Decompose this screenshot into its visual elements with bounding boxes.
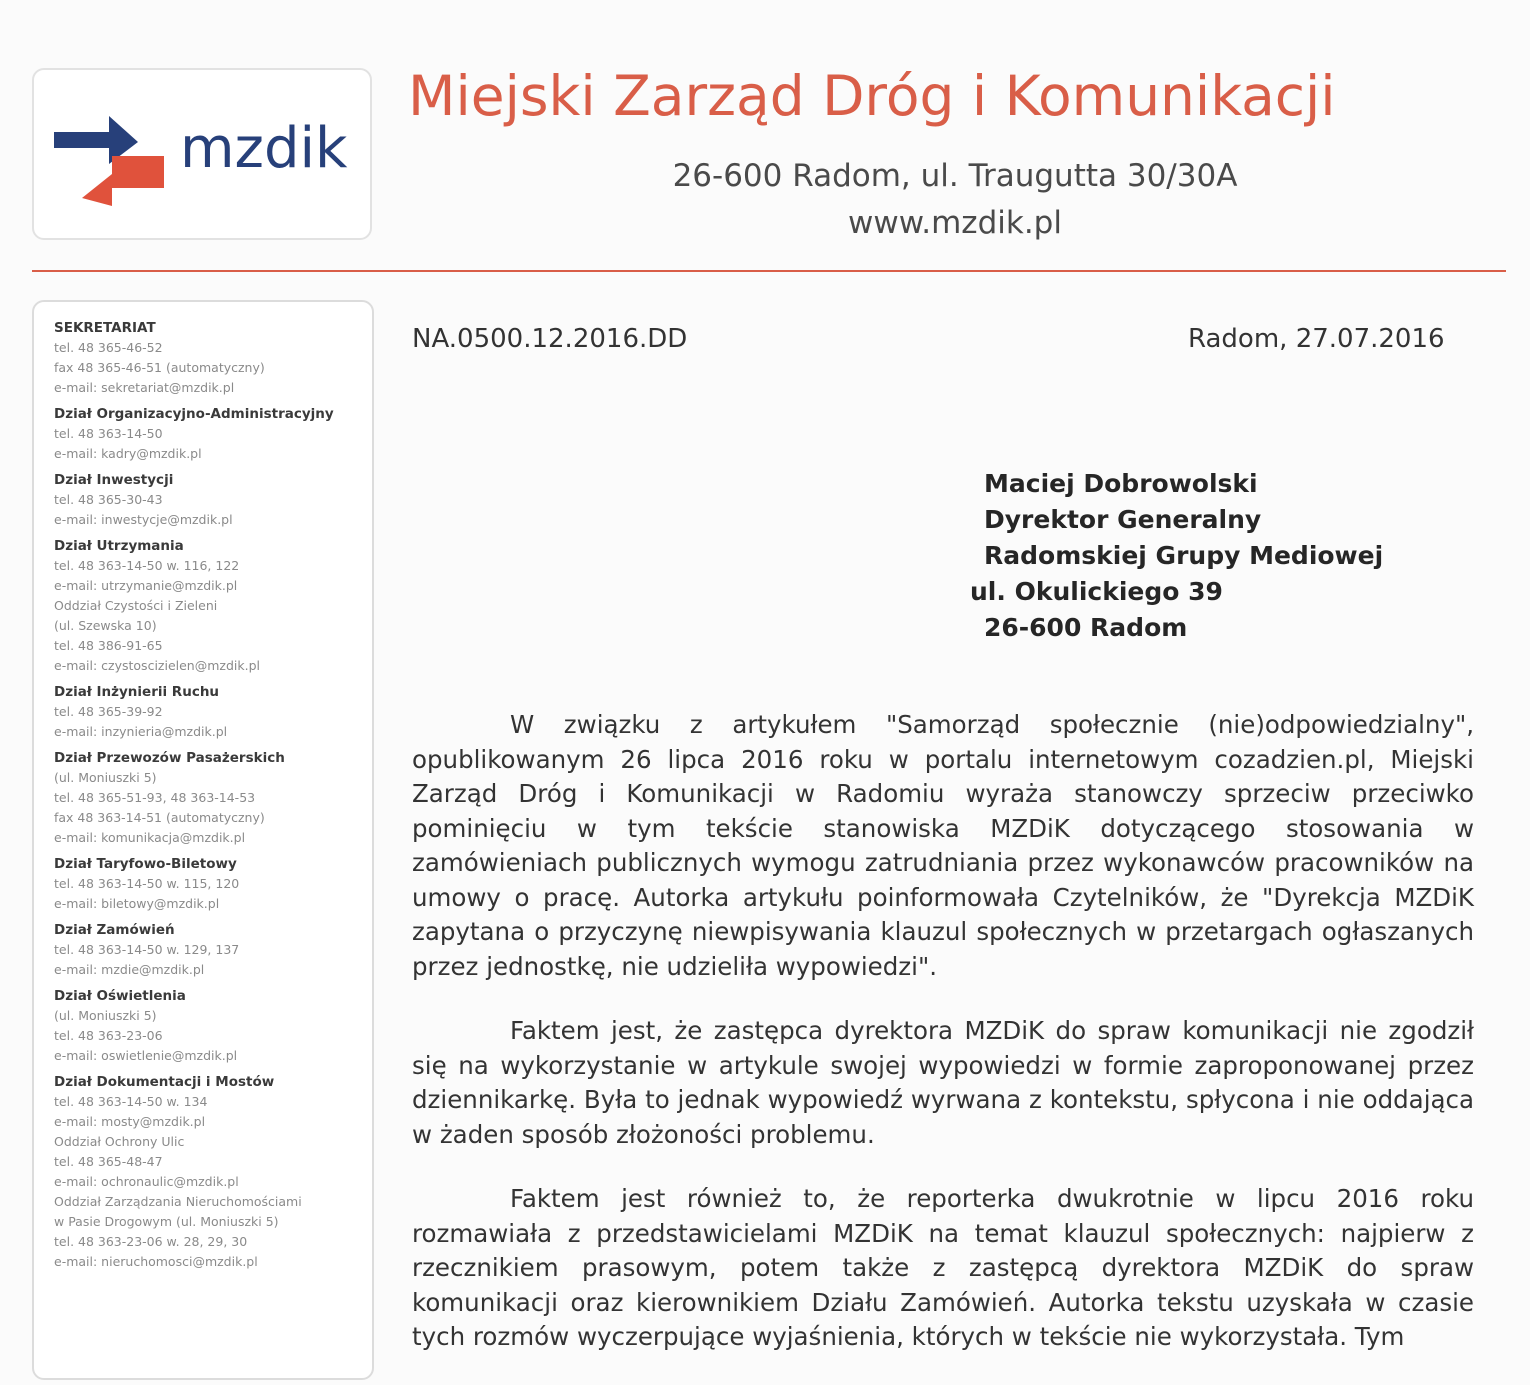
department-contact-line: Oddział Czystości i Zieleni <box>54 598 218 613</box>
mzdik-logo-icon <box>54 102 164 212</box>
department-contact-line: fax 48 365-46-51 (automatyczny) <box>54 360 265 375</box>
header-divider <box>32 270 1506 272</box>
department-title: Dział Organizacyjno-Administracyjny <box>54 406 334 422</box>
department-contact-line: e-mail: sekretariat@mzdik.pl <box>54 380 235 395</box>
department-contact-line: w Pasie Drogowym (ul. Moniuszki 5) <box>54 1214 279 1229</box>
department-contact-line: tel. 48 365-51-93, 48 363-14-53 <box>54 790 256 805</box>
department-contact-line: tel. 48 363-14-50 w. 116, 122 <box>54 558 240 573</box>
department-contact-line: e-mail: mzdie@mzdik.pl <box>54 962 205 977</box>
org-address: 26-600 Radom, ul. Traugutta 30/30A <box>672 158 1238 194</box>
department-contact-line: e-mail: biletowy@mzdik.pl <box>54 896 220 911</box>
department-block <box>54 748 362 848</box>
department-title: Dział Oświetlenia <box>54 988 186 1004</box>
recipient-street: ul. Okulickiego 39 <box>970 577 1223 606</box>
department-contact-line: fax 48 363-14-51 (automatyczny) <box>54 810 265 825</box>
recipient-block <box>970 466 1384 646</box>
document-date: Radom, 27.07.2016 <box>1188 324 1445 354</box>
department-contact-line: e-mail: mosty@mzdik.pl <box>54 1114 206 1129</box>
department-contact-line: (ul. Moniuszki 5) <box>54 1008 157 1023</box>
department-contact-line: e-mail: czystoscizielen@mzdik.pl <box>54 658 260 673</box>
department-title: Dział Przewozów Pasażerskich <box>54 750 285 766</box>
department-contact-line: e-mail: inwestycje@mzdik.pl <box>54 512 233 527</box>
department-block <box>54 1072 362 1272</box>
department-contact-line: e-mail: kadry@mzdik.pl <box>54 446 202 461</box>
logo-text: mzdik <box>180 116 348 181</box>
department-block <box>54 920 362 980</box>
letter-paragraph: Faktem jest również to, że reporterka dwukrotnie w lipcu 2016 roku rozmawiała z przedstawicielami MZDiK na temat klauzul społecznych: najpierw z rzecznikiem prasowym, potem także z zastępcą dyrektora MZDiK do spraw komunikacji oraz kierownikiem Działu Zamówień. Autorka tekstu uzyskała w czasie tych rozmów wyczerpujące wyjaśnienia, których w tekście nie wykorzystała. Tym <box>412 1184 1474 1351</box>
department-title: Dział Utrzymania <box>54 538 184 554</box>
letter-body <box>412 708 1474 1385</box>
department-title: Dział Dokumentacji i Mostów <box>54 1074 275 1090</box>
org-website: www.mzdik.pl <box>848 205 1062 241</box>
department-contact-line: e-mail: oswietlenie@mzdik.pl <box>54 1048 238 1063</box>
department-block <box>54 536 362 676</box>
recipient-name: Maciej Dobrowolski <box>984 469 1258 498</box>
department-contact-line: e-mail: nieruchomosci@mzdik.pl <box>54 1254 258 1269</box>
department-block <box>54 986 362 1066</box>
org-name: Miejski Zarząd Dróg i Komunikacji <box>408 64 1336 128</box>
department-title: Dział Inżynierii Ruchu <box>54 684 220 700</box>
department-contact-line: tel. 48 365-46-52 <box>54 340 163 355</box>
department-contact-line: (ul. Moniuszki 5) <box>54 770 157 785</box>
document-reference: NA.0500.12.2016.DD <box>412 324 688 354</box>
letter-paragraph: Faktem jest, że zastępca dyrektora MZDiK do spraw komunikacji nie zgodził się na wykorzystanie w artykule swojej wypowiedzi w formie zaproponowanej przez dziennikarkę. Była to jednak wypowiedź wyrwana z kontekstu, spłycona i nie oddająca w żaden sposób złożoności problemu. <box>412 1016 1474 1149</box>
department-contact-line: tel. 48 363-14-50 <box>54 426 163 441</box>
department-contact-line: tel. 48 363-14-50 w. 129, 137 <box>54 942 240 957</box>
department-title: SEKRETARIAT <box>54 320 156 336</box>
recipient-organization: Radomskiej Grupy Mediowej <box>984 541 1384 570</box>
department-contact-line: tel. 48 386-91-65 <box>54 638 163 653</box>
department-contact-line: tel. 48 365-39-92 <box>54 704 163 719</box>
department-block <box>54 682 362 742</box>
department-contact-line: Oddział Ochrony Ulic <box>54 1134 185 1149</box>
department-block <box>54 404 362 464</box>
department-block <box>54 318 362 398</box>
recipient-title: Dyrektor Generalny <box>984 505 1262 534</box>
contact-sidebar <box>32 300 374 1380</box>
department-contact-line: e-mail: utrzymanie@mzdik.pl <box>54 578 238 593</box>
department-contact-line: Oddział Zarządzania Nieruchomościami <box>54 1194 302 1209</box>
department-contact-line: tel. 48 363-14-50 w. 134 <box>54 1094 208 1109</box>
department-contact-line: tel. 48 363-23-06 w. 28, 29, 30 <box>54 1234 248 1249</box>
department-contact-line: e-mail: komunikacja@mzdik.pl <box>54 830 246 845</box>
department-contact-line: (ul. Szewska 10) <box>54 618 157 633</box>
department-block <box>54 470 362 530</box>
department-title: Dział Zamówień <box>54 922 175 938</box>
department-title: Dział Inwestycji <box>54 472 174 488</box>
recipient-city: 26-600 Radom <box>984 613 1188 642</box>
department-contact-line: tel. 48 365-48-47 <box>54 1154 163 1169</box>
department-contact-line: tel. 48 363-14-50 w. 115, 120 <box>54 876 240 891</box>
department-contact-line: e-mail: inzynieria@mzdik.pl <box>54 724 228 739</box>
department-contact-line: tel. 48 363-23-06 <box>54 1028 163 1043</box>
letter-paragraph: W związku z artykułem "Samorząd społecznie (nie)odpowiedzialny", opublikowanym 26 lipca 2016 roku w portalu internetowym cozadzien.pl, Miejski Zarząd Dróg i Komunikacji w Radomiu wyraża stanowczy sprzeciw przeciwko pominięciu w tym tekście stanowiska MZDiK dotyczącego stosowania w zamówieniach publicznych wymogu zatrudniania przez wykonawców pracowników na umowy o pracę. Autorka artykułu poinformowała Czytelników, że "Dyrekcja MZDiK zapytana o przyczynę niewpisywania klauzul społecznych w przetargach ogłaszanych przez jednostkę, nie udzieliła wypowiedzi". <box>412 710 1474 981</box>
department-contact-line: tel. 48 365-30-43 <box>54 492 163 507</box>
department-contact-line: e-mail: ochronaulic@mzdik.pl <box>54 1174 239 1189</box>
department-block <box>54 854 362 914</box>
department-title: Dział Taryfowo-Biletowy <box>54 856 237 872</box>
